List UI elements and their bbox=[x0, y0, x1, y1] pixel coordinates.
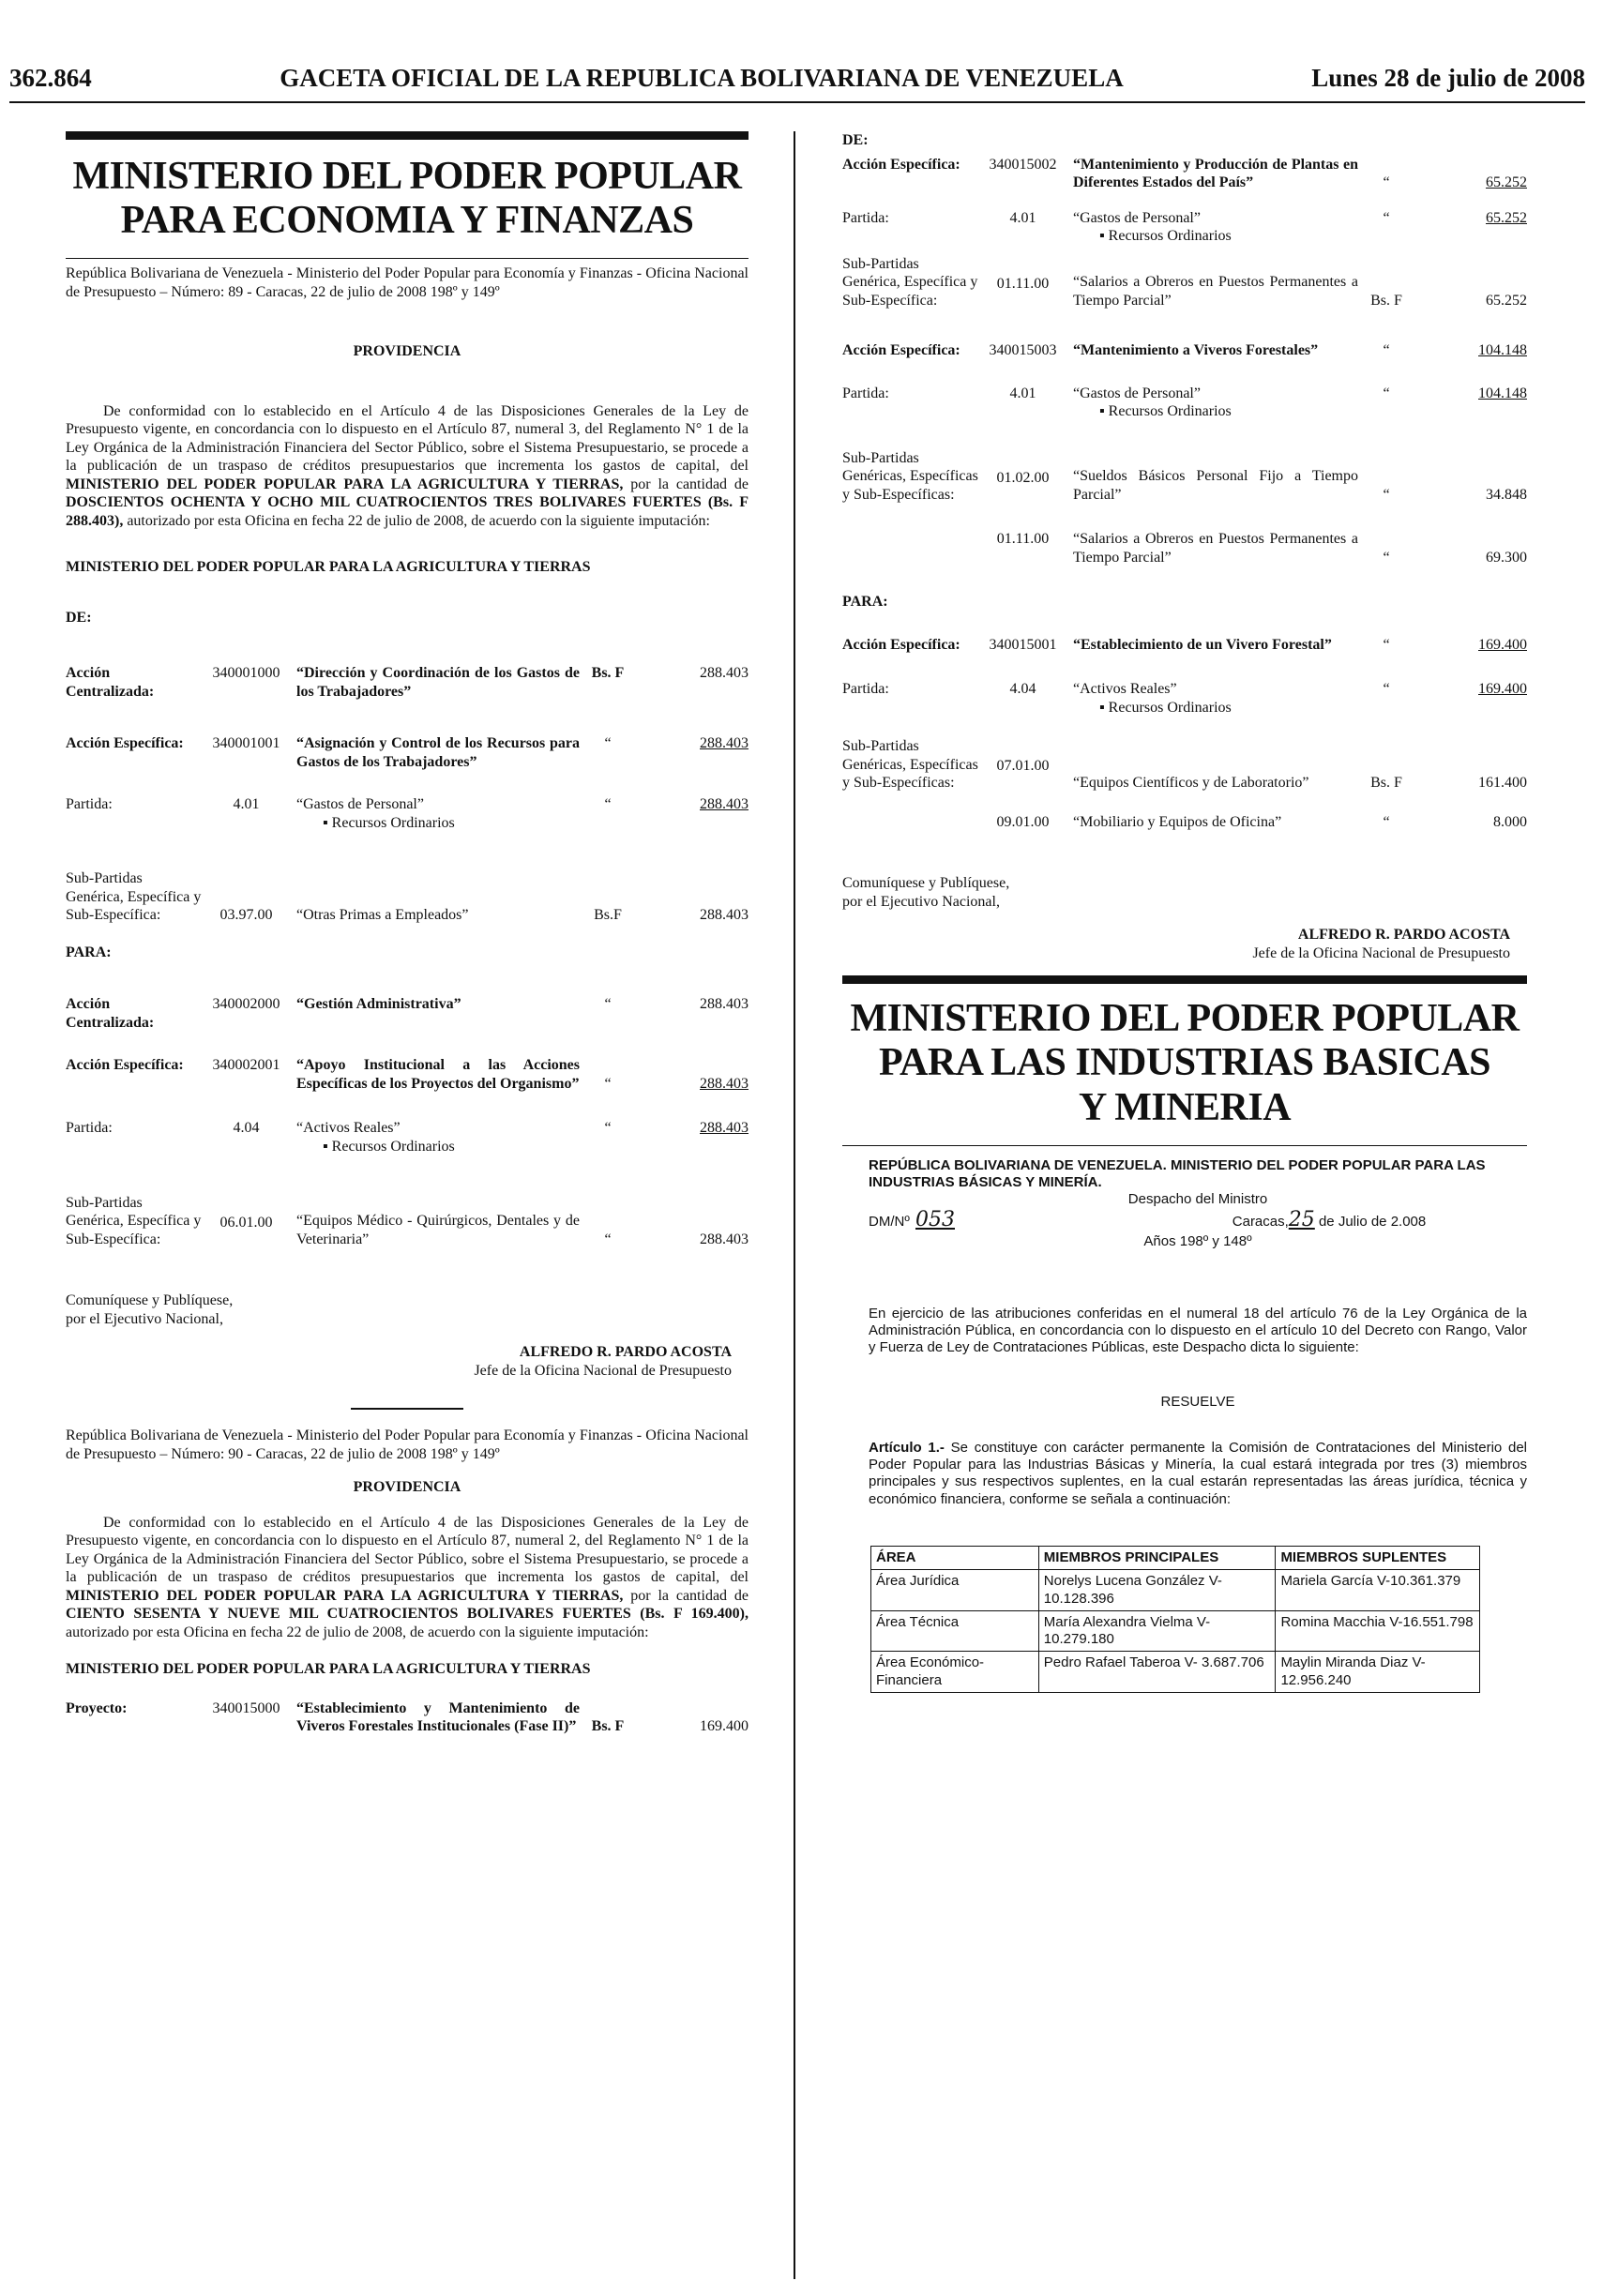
right-row-4: Acción Específica: 340015003 “Mantenimiento a Viveros Forestales” “ 104.148 bbox=[842, 342, 1527, 359]
left-column bbox=[66, 131, 749, 1736]
despacho: Despacho del Ministro bbox=[1127, 1191, 1268, 1208]
prov1-ministry-ref: MINISTERIO DEL PODER POPULAR PARA LA AGRICULTURA Y TIERRAS bbox=[66, 559, 591, 576]
right-row-8: Acción Específica: 340015001 “Establecimiento de un Vivero Forestal” “ 169.400 bbox=[842, 636, 1527, 653]
right-row-2: Partida: 4.01 “Gastos de Personal” ▪ Recursos Ordinarios “ 65.252 bbox=[842, 209, 1527, 245]
right-row-3: Sub-Partidas Genérica, Específica y Sub-Específica: 01.11.00 “Salarios a Obreros en Puestos Permanentes a Tiempo Parcial” Bs. F 65.252 bbox=[842, 255, 1527, 309]
ministry-rule-top bbox=[66, 131, 749, 140]
prov2-heading: República Bolivariana de Venezuela - Ministerio del Poder Popular para Economía y Finanzas - Oficina Nacional de Presupuesto – Número: 90 - Caracas, 22 de julio de 2008 198º y 149º bbox=[66, 1427, 749, 1462]
prov1-heading: República Bolivariana de Venezuela - Ministerio del Poder Popular para Economía y Finanzas - Oficina Nacional de Presupuesto – Número: 89 - Caracas, 22 de julio de 2008 198º y 149º bbox=[66, 265, 749, 300]
right-signature: ALFREDO R. PARDO ACOSTA Jefe de la Oficina Nacional de Presupuesto bbox=[1252, 927, 1510, 961]
right-row-7: 01.11.00 “Salarios a Obreros en Puestos Permanentes a Tiempo Parcial” “ 69.300 bbox=[996, 531, 1527, 566]
resuelve: RESUELVE bbox=[1160, 1394, 1235, 1411]
ministry2-rule-bottom bbox=[842, 1145, 1527, 1146]
right-row-10: Sub-Partidas Genéricas, Específicas y Sub-Específicas: 07.01.00 “Equipos Científicos y de Laboratorio” Bs. F 161.400 bbox=[842, 738, 1527, 792]
header-suplentes: MIEMBROS SUPLENTES bbox=[1276, 1546, 1480, 1569]
right-row-5: Partida: 4.01 “Gastos de Personal” ▪ Recursos Ordinarios “ 104.148 bbox=[842, 385, 1527, 420]
prov1-row-b1: Acción Centralizada: 340002000 “Gestión Administrativa” “ 288.403 bbox=[66, 996, 749, 1031]
resolution-heading: REPÚBLICA BOLIVARIANA DE VENEZUELA. MINISTERIO DEL PODER POPULAR PARA LAS INDUSTRIAS BÁSICAS Y MINERÍA. bbox=[869, 1156, 1486, 1190]
table-row: Área Jurídica Norelys Lucena González V- 10.128.396 Mariela García V-10.361.379 bbox=[871, 1570, 1480, 1611]
header-area: ÁREA bbox=[871, 1546, 1039, 1569]
prov1-de: DE: bbox=[66, 609, 92, 626]
resolution-number-line bbox=[869, 1208, 1527, 1233]
table-row: Área Económico-Financiera Pedro Rafael Taberoa V- 3.687.706 Maylin Miranda Diaz V-12.956.240 bbox=[871, 1652, 1480, 1693]
prov1-row-a2: Acción Específica: 340001001 “Asignación y Control de los Recursos para Gastos de los Trabajadores” “ 288.403 bbox=[66, 735, 749, 770]
prov1-row-sp1: Sub-Partidas Genérica, Específica y Sub-Específica: 03.97.00 “Otras Primas a Empleados” Bs.F 288.403 bbox=[66, 870, 749, 924]
ministry2-title: MINISTERIO DEL PODER POPULAR PARA LAS INDUSTRIAS BASICAS Y MINERIA bbox=[850, 997, 1520, 1129]
prov2-row-project: Proyecto: 340015000 “Establecimiento y Mantenimiento de Viveros Forestales Institucionales (Fase II)” Bs. F 169.400 bbox=[66, 1699, 749, 1735]
dm-number: 053 bbox=[915, 1208, 955, 1232]
prov1-body: De conformidad con lo establecido en el Artículo 4 de las Disposiciones Generales de la Ley de Presupuesto vigente, en concordancia con lo dispuesto en el Artículo 87, numeral 3, del Reglamento N° 1 de la Ley Orgánica de la Administración Financiera del Sector Público, sobre el Sistema Presupuestario, se procede a la publicación de un traspaso de créditos presupuestarios que incrementa los gastos de capital, del MINISTERIO DEL PODER POPULAR PARA LA AGRICULTURA Y TIERRAS, por la cantidad de DOSCIENTOS OCHENTA Y OCHO MIL CUATROCIENTOS TRES BOLIVARES FUERTES (Bs. F 288.403), autorizado por esta Oficina en fecha 22 de julio de 2008, de acuerdo con la siguiente imputación: bbox=[66, 402, 749, 529]
prov1-row-p2: Partida: 4.04 “Activos Reales” ▪ Recursos Ordinarios “ 288.403 bbox=[66, 1120, 749, 1155]
dm-label: DM/Nº bbox=[869, 1214, 910, 1231]
column-divider bbox=[794, 131, 795, 2279]
right-para: PARA: bbox=[842, 594, 888, 611]
right-closing: Comuníquese y Publíquese, por el Ejecutivo Nacional, bbox=[842, 875, 1010, 910]
article-1: Artículo 1.- Se constituye con carácter permanente la Comisión de Contrataciones del Ministerio del Poder Popular para las Industrias Básicas y Minería, la cual estará integrada por tres (3) miembros principales y sus respectivos suplentes, en la cual estarán representadas las áreas jurídica, técnica y económico financiera, conforme se señala a continuación: bbox=[869, 1439, 1527, 1507]
table-header-row bbox=[871, 1546, 1480, 1569]
ministry-title: MINISTERIO DEL PODER POPULAR PARA ECONOMIA Y FINANZAS bbox=[72, 155, 742, 243]
right-row-6: Sub-Partidas Genéricas, Específicas y Sub-Específicas: 01.02.00 “Sueldos Básicos Personal Fijo a Tiempo Parcial” “ 34.848 bbox=[842, 449, 1527, 503]
ministry2-rule-top bbox=[842, 975, 1527, 984]
prov1-row-sp2: Sub-Partidas Genérica, Específica y Sub-Específica: 06.01.00 “Equipos Médico - Quirúrgicos, Dentales y de Veterinaria” “ 288.403 bbox=[66, 1194, 749, 1247]
prov2-ministry-ref: MINISTERIO DEL PODER POPULAR PARA LA AGRICULTURA Y TIERRAS bbox=[66, 1661, 591, 1678]
prov1-closing: Comuníquese y Publíquese, por el Ejecutivo Nacional, bbox=[66, 1292, 234, 1327]
prov2-title: PROVIDENCIA bbox=[353, 1479, 461, 1496]
page-header bbox=[9, 64, 1585, 93]
prov1-para: PARA: bbox=[66, 944, 112, 960]
header-rule bbox=[9, 101, 1585, 103]
right-column bbox=[842, 131, 1527, 1693]
resolution-body: En ejercicio de las atribuciones conferidas en el numeral 18 del artículo 76 de la Ley Orgánica de la Administración Pública, en concordancia con lo dispuesto en el artículo 10 del Decreto con Rango, Valor y Fuerza de Ley de Contrataciones Públicas, este Despacho dicta lo siguiente: bbox=[869, 1305, 1527, 1356]
right-row-9: Partida: 4.04 “Activos Reales” ▪ Recursos Ordinarios “ 169.400 bbox=[842, 681, 1527, 716]
prov-separator bbox=[351, 1408, 463, 1410]
prov1-row-a1: Acción Centralizada: 340001000 “Dirección y Coordinación de los Gastos de los Trabajadores” Bs. F 288.403 bbox=[66, 665, 749, 700]
ministry-rule-bottom bbox=[66, 258, 749, 259]
right-row-1: Acción Específica: 340015002 “Mantenimiento y Producción de Plantas en Diferentes Estados del País” “ 65.252 bbox=[842, 156, 1527, 191]
table-row: Área Técnica María Alexandra Vielma V- 10.279.180 Romina Macchia V-16.551.798 bbox=[871, 1610, 1480, 1652]
header-principales: MIEMBROS PRINCIPALES bbox=[1038, 1546, 1276, 1569]
right-row-11: 09.01.00 “Mobiliario y Equipos de Oficina” “ 8.000 bbox=[996, 813, 1527, 830]
resolution-place-date: Caracas,25 de Julio de 2.008 bbox=[1232, 1208, 1427, 1232]
page-number: 362.864 bbox=[9, 64, 92, 92]
prov1-row-p1: Partida: 4.01 “Gastos de Personal” ▪ Recursos Ordinarios “ 288.403 bbox=[66, 796, 749, 831]
prov2-body: De conformidad con lo establecido en el Artículo 4 de las Disposiciones Generales de la Ley de Presupuesto vigente, en concordancia con lo dispuesto en el Artículo 87, numeral 2, del Reglamento N° 1 de la Ley Orgánica de la Administración Financiera del Sector Público, sobre el Sistema Presupuestario, se procede a la publicación de un traspaso de créditos presupuestarios que incrementa los gastos de capital, del MINISTERIO DEL PODER POPULAR PARA LA AGRICULTURA Y TIERRAS, por la cantidad de CIENTO SESENTA Y NUEVE MIL CUATROCIENTOS BOLIVARES FUERTES (Bs. F 169.400), autorizado por esta Oficina en fecha 22 de julio de 2008, de acuerdo con la siguiente imputación: bbox=[66, 1514, 749, 1640]
resolution bbox=[842, 1157, 1527, 1508]
right-de: DE: bbox=[842, 132, 869, 148]
commission-members-table bbox=[870, 1546, 1480, 1693]
publication-title: GACETA OFICIAL DE LA REPUBLICA BOLIVARIANA DE VENEZUELA bbox=[280, 64, 1124, 92]
resolution-years: Años 198º y 148º bbox=[1143, 1233, 1252, 1250]
prov1-title: PROVIDENCIA bbox=[353, 343, 461, 360]
publication-date: Lunes 28 de julio de 2008 bbox=[1311, 64, 1585, 92]
prov1-row-b2: Acción Específica: 340002001 “Apoyo Institucional a las Acciones Específicas de los Proyectos del Organismo” “ 288.403 bbox=[66, 1057, 749, 1092]
prov1-signature: ALFREDO R. PARDO ACOSTA Jefe de la Oficina Nacional de Presupuesto bbox=[474, 1344, 732, 1379]
